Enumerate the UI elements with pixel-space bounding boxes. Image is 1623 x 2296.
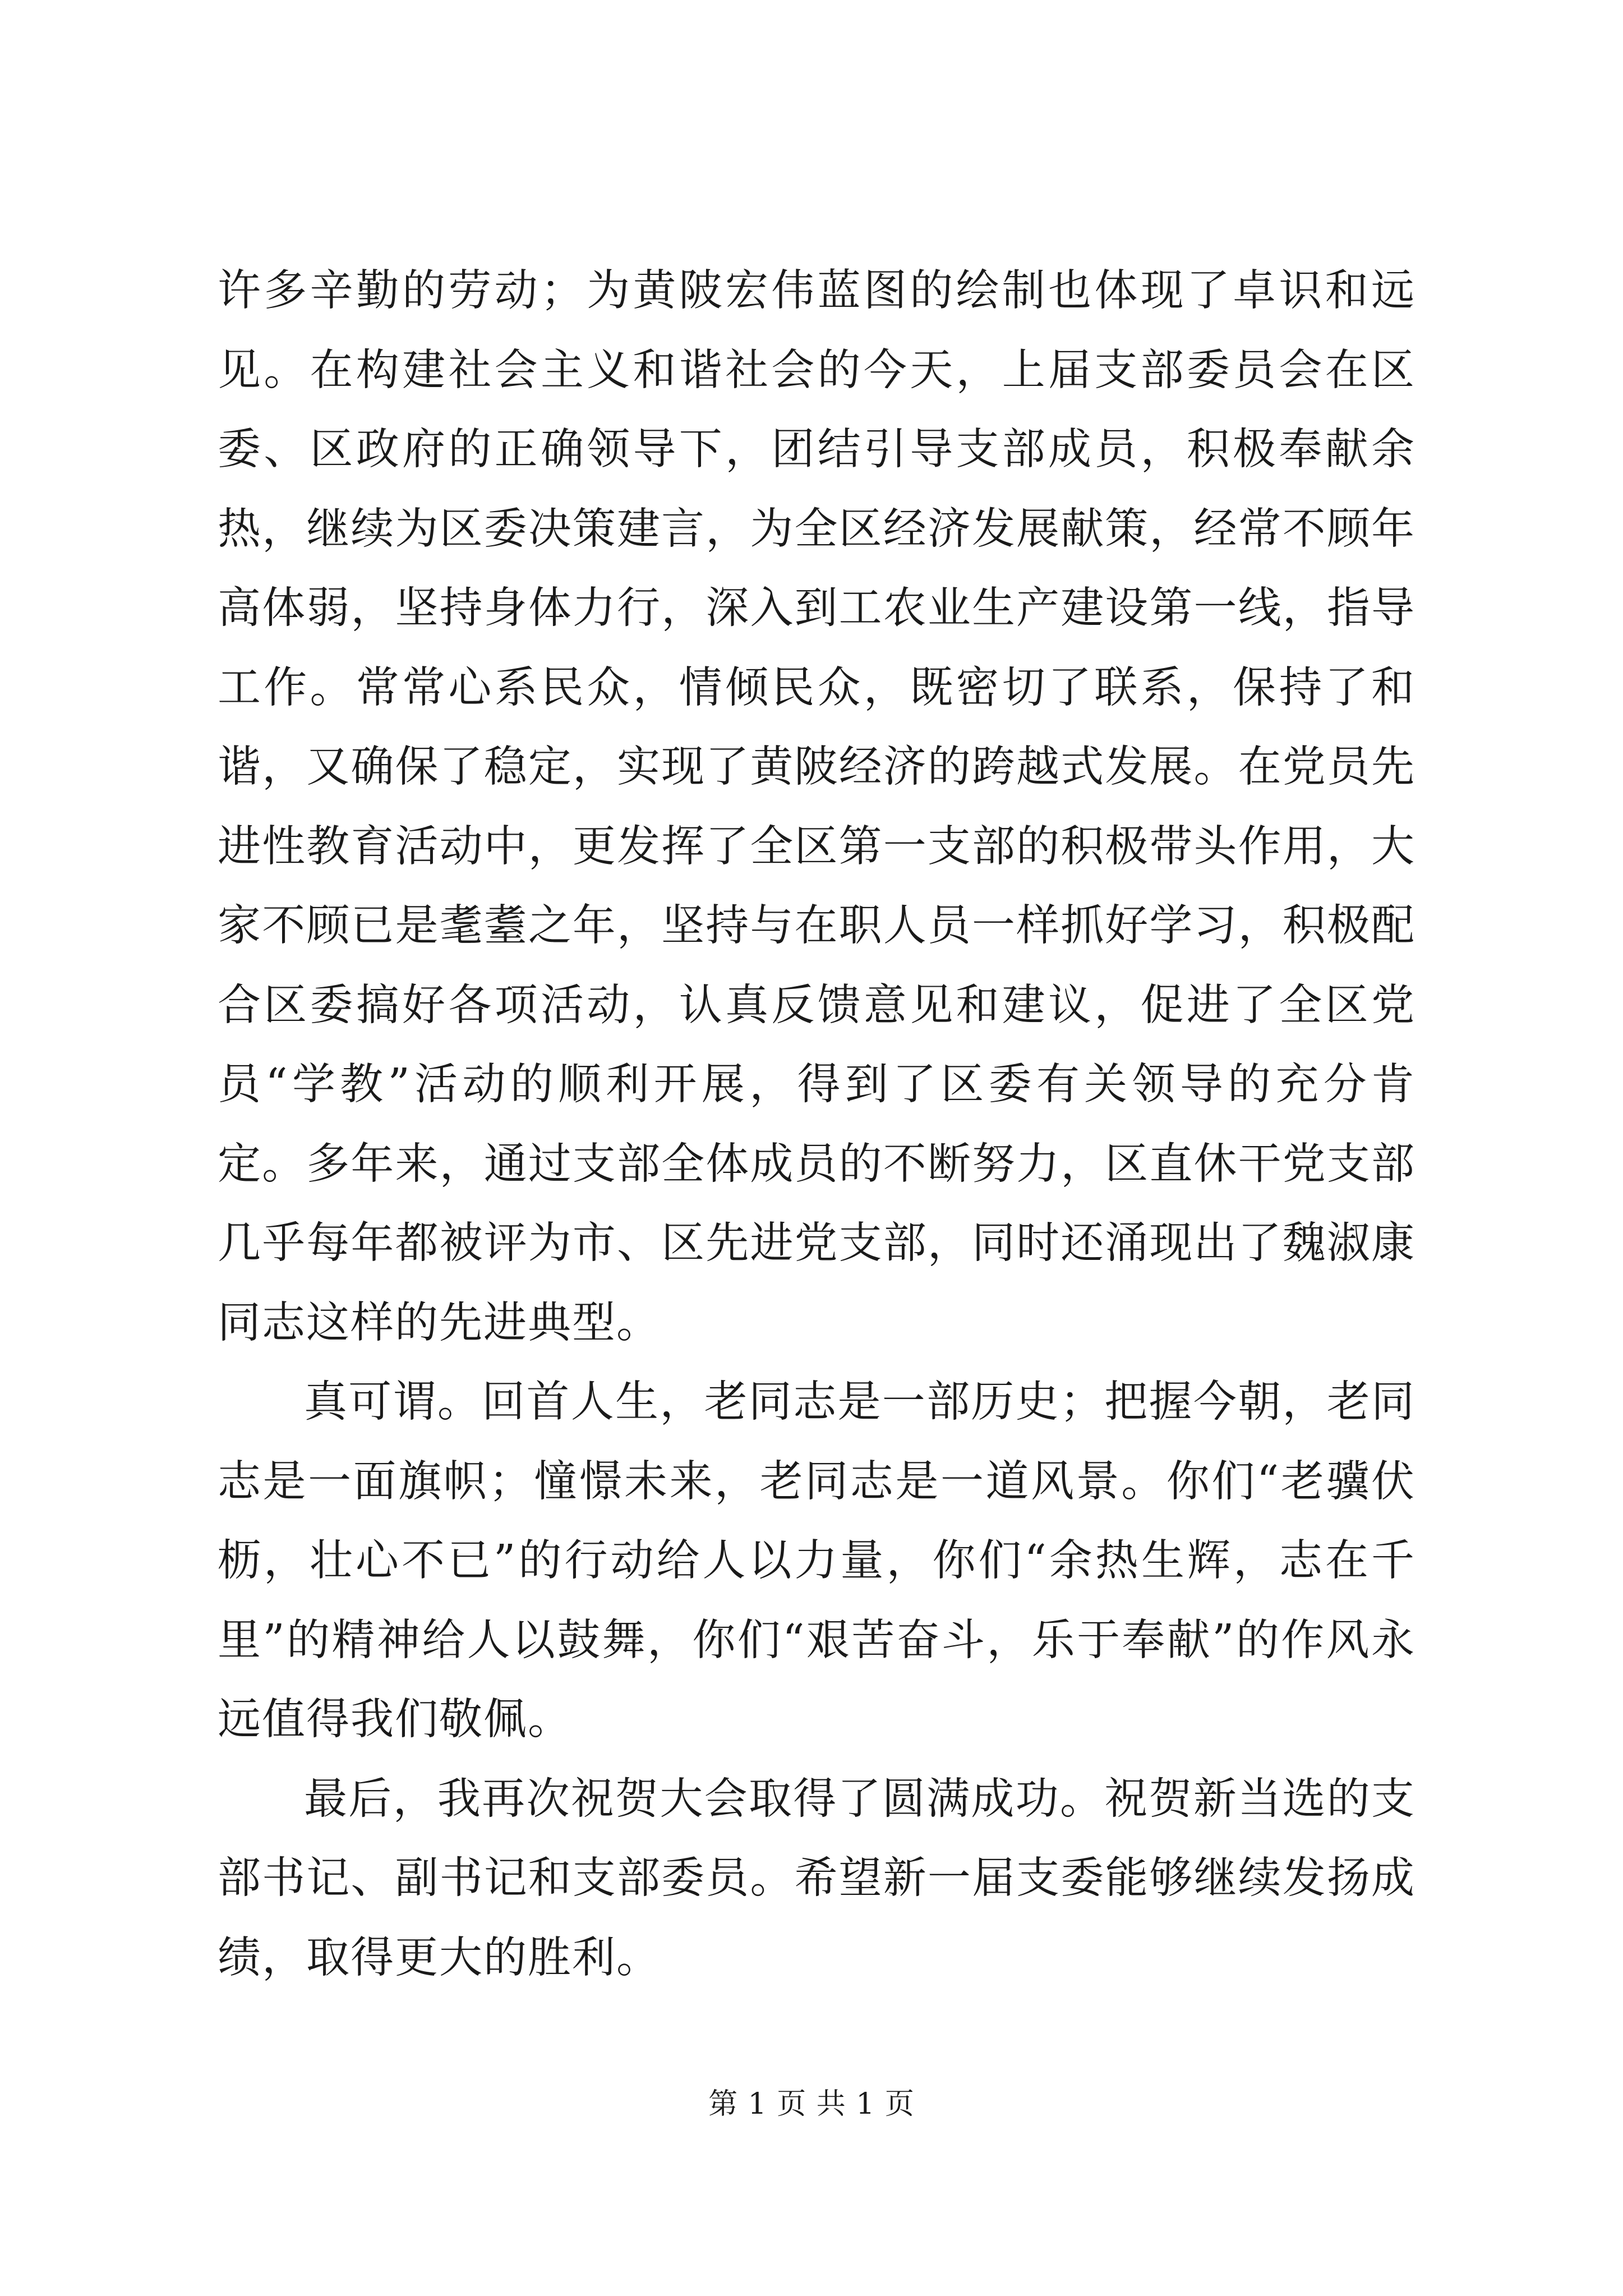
paragraph-1: 许多辛勤的劳动；为黄陂宏伟蓝图的绘制也体现了卓识和远见。在构建社会主义和谐社会的今天，上届支部委员会在区委、区政府的正确领导下，团结引导支部成员，积极奉献余热，继续为区委决策建言，为全区经济发展献策，经常不顾年高体弱，坚持身体力行，深入到工农业生产建设第一线，指导工作。常常心系民众，情倾民众，既密切了联系，保持了和谐，又确保了稳定，实现了黄陂经济的跨越式发展。在党员先进性教育活动中，更发挥了全区第一支部的积极带头作用，大家不顾已是耄耋之年，坚持与在职人员一样抓好学习，积极配合区委搞好各项活动，认真反馈意见和建议，促进了全区党员“学教”活动的顺利开展，得到了区委有关领导的充分肯定。多年来，通过支部全体成员的不断努力，区直休干党支部几乎每年都被评为市、区先进党支部，同时还涌现出了魏淑康同志这样的先进典型。 <box>218 266 1415 1348</box>
page-footer <box>0 2085 1623 2124</box>
paragraph-2: 真可谓。回首人生，老同志是一部历史；把握今朝，老同志是一面旗帜；憧憬未来，老同志是一道风景。你们“老骥伏枥，壮心不已”的行动给人以力量，你们“余热生辉，志在千里”的精神给人以鼓舞，你们“艰苦奋斗，乐于奉献”的作风永远值得我们敬佩。 <box>218 1377 1415 1745</box>
page-number-label: 第 1 页 共 1 页 <box>708 2087 915 2121</box>
body-text <box>218 251 1415 1998</box>
paragraph-3: 最后，我再次祝贺大会取得了圆满成功。祝贺新当选的支部书记、副书记和支部委员。希望新一届支委能够继续发扬成绩，取得更大的胜利。 <box>218 1774 1415 1983</box>
